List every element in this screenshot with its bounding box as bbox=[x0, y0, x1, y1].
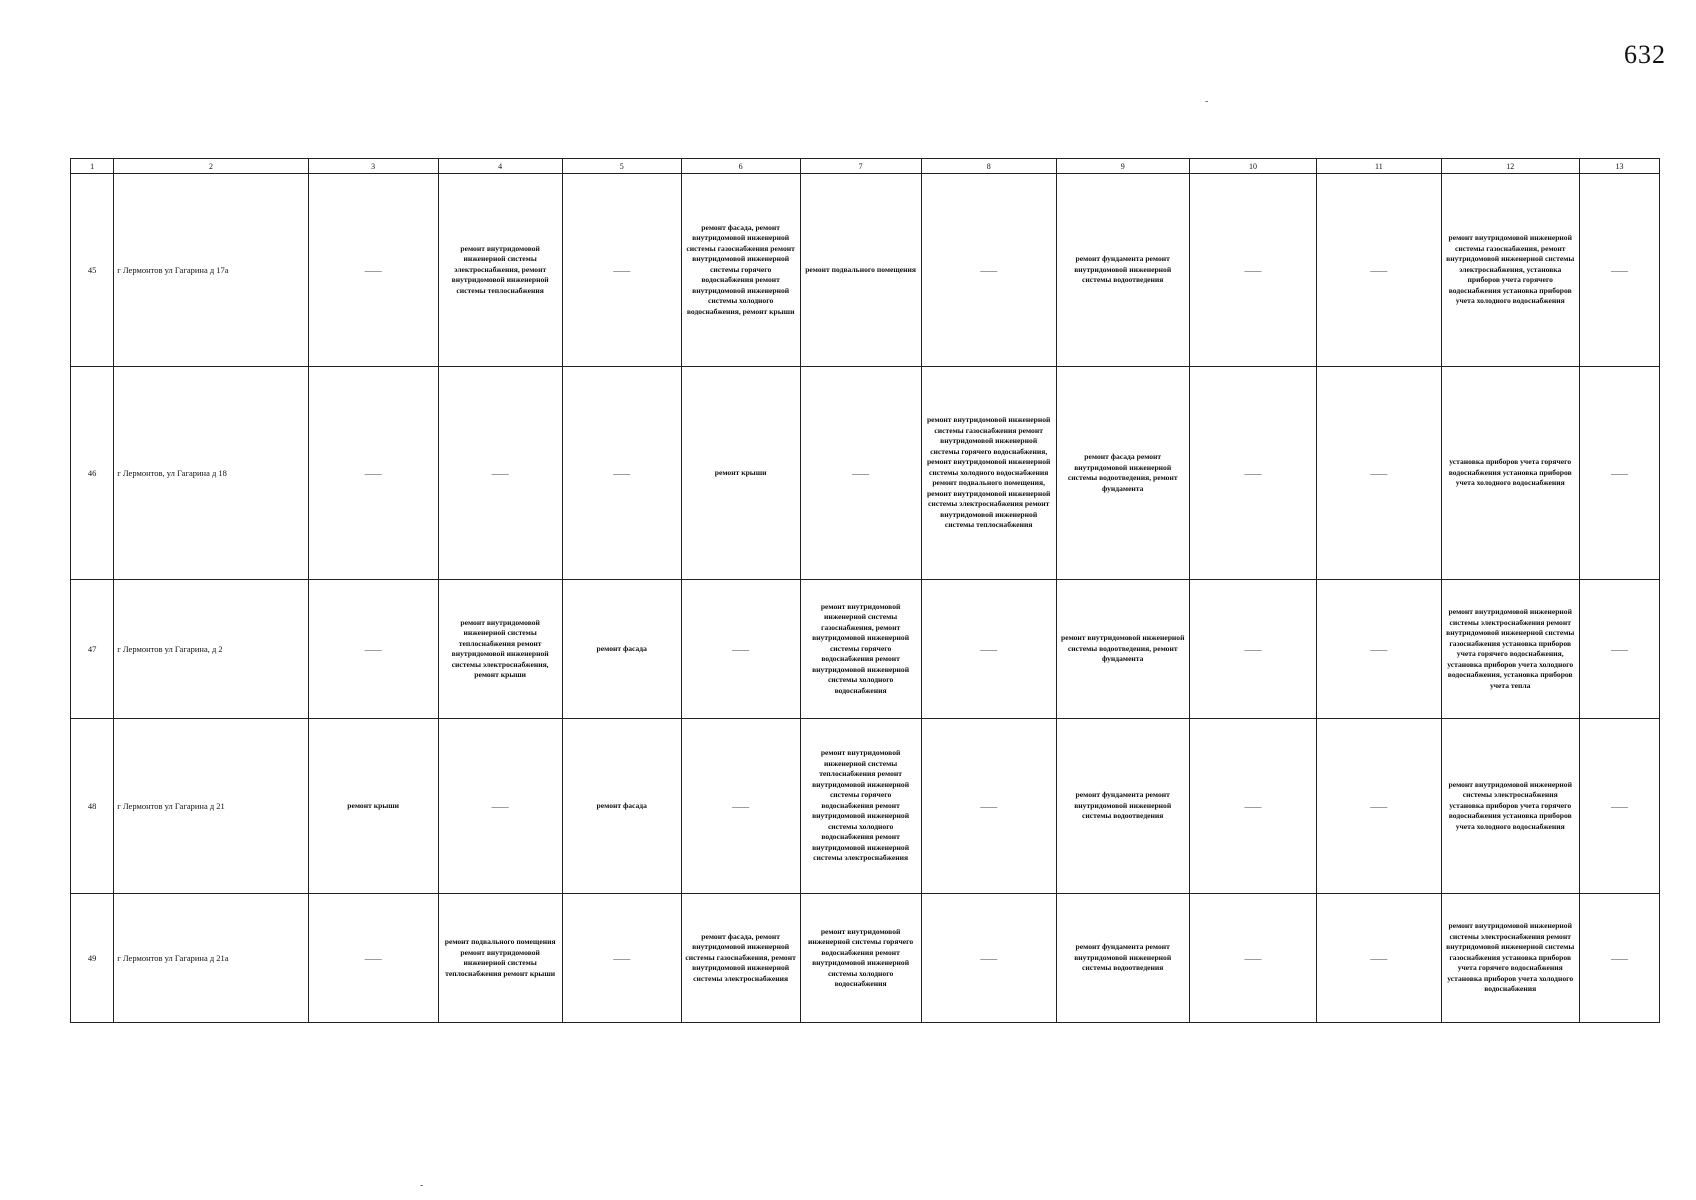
table-cell: —— bbox=[1579, 580, 1659, 719]
table-cell: —— bbox=[1189, 894, 1317, 1023]
table-cell: ремонт внутридомовой инженерной системы электроснабжения, ремонт внутридомовой инженерной системы теплоснабжения bbox=[438, 174, 562, 367]
table-cell: ремонт крыши bbox=[308, 719, 438, 894]
table-cell: ремонт внутридомовой инженерной системы газоснабжения, ремонт внутридомовой инженерной системы электроснабжения, установка приборов учета горячего водоснабжения установка приборов учета холодного водоснабжения bbox=[1441, 174, 1579, 367]
column-header: 7 bbox=[800, 159, 921, 174]
repair-schedule-table bbox=[70, 158, 1660, 1023]
row-number: 47 bbox=[71, 580, 114, 719]
column-header: 6 bbox=[681, 159, 800, 174]
table-cell: ремонт внутридомовой инженерной системы горячего водоснабжения ремонт внутридомовой инженерной системы холодного водоснабжения bbox=[800, 894, 921, 1023]
column-header: 12 bbox=[1441, 159, 1579, 174]
table-row bbox=[71, 894, 1660, 1023]
table-cell: —— bbox=[921, 719, 1056, 894]
table-cell: —— bbox=[800, 367, 921, 580]
address-cell: г Лермонтов, ул Гагарина д 18 bbox=[114, 367, 309, 580]
table-cell: ремонт крыши bbox=[681, 367, 800, 580]
table-cell: —— bbox=[1579, 174, 1659, 367]
table-cell: ремонт фундамента ремонт внутридомовой инженерной системы водоотведения bbox=[1056, 719, 1189, 894]
table-cell: ремонт подвального помещения bbox=[800, 174, 921, 367]
table-cell: —— bbox=[921, 894, 1056, 1023]
page-number: 632 bbox=[1624, 40, 1666, 69]
table-cell: —— bbox=[308, 894, 438, 1023]
column-header: 1 bbox=[71, 159, 114, 174]
table-row bbox=[71, 174, 1660, 367]
table-cell: —— bbox=[921, 580, 1056, 719]
scan-speck: - bbox=[1205, 96, 1209, 107]
column-header: 8 bbox=[921, 159, 1056, 174]
table-cell: —— bbox=[1317, 367, 1441, 580]
table-cell: ремонт внутридомовой инженерной системы водоотведения, ремонт фундамента bbox=[1056, 580, 1189, 719]
row-number: 48 bbox=[71, 719, 114, 894]
column-header: 5 bbox=[562, 159, 681, 174]
table-cell: ремонт фасада bbox=[562, 719, 681, 894]
table-cell: ремонт фасада, ремонт внутридомовой инженерной системы газоснабжения ремонт внутридомовой инженерной системы горячего водоснабжения ремонт внутридомовой инженерной системы холодного водоснабжения, ремонт крыши bbox=[681, 174, 800, 367]
column-header: 4 bbox=[438, 159, 562, 174]
table-cell: —— bbox=[1189, 174, 1317, 367]
table-cell: ремонт фасада ремонт внутридомовой инженерной системы водоотведения, ремонт фундамента bbox=[1056, 367, 1189, 580]
table-cell: —— bbox=[562, 367, 681, 580]
table-cell: ремонт фундамента ремонт внутридомовой инженерной системы водоотведения bbox=[1056, 174, 1189, 367]
column-header: 2 bbox=[114, 159, 309, 174]
table-cell: —— bbox=[681, 580, 800, 719]
table-cell: —— bbox=[681, 719, 800, 894]
table-cell: ремонт подвального помещения ремонт внутридомовой инженерной системы теплоснабжения ремонт крыши bbox=[438, 894, 562, 1023]
table-cell: —— bbox=[308, 580, 438, 719]
table-cell: —— bbox=[1579, 367, 1659, 580]
table-cell: ремонт внутридомовой инженерной системы теплоснабжения ремонт внутридомовой инженерной системы электроснабжения, ремонт крыши bbox=[438, 580, 562, 719]
row-number: 46 bbox=[71, 367, 114, 580]
address-cell: г Лермонтов ул Гагарина д 17а bbox=[114, 174, 309, 367]
table-cell: —— bbox=[1317, 894, 1441, 1023]
address-cell: г Лермонтов ул Гагарина, д 2 bbox=[114, 580, 309, 719]
table-row bbox=[71, 719, 1660, 894]
table-cell: ремонт фасада, ремонт внутридомовой инженерной системы газоснабжения, ремонт внутридомовой инженерной системы электроснабжения bbox=[681, 894, 800, 1023]
table-cell: —— bbox=[1317, 719, 1441, 894]
scan-speck: - bbox=[420, 1180, 424, 1191]
column-header: 11 bbox=[1317, 159, 1441, 174]
column-header: 13 bbox=[1579, 159, 1659, 174]
table-cell: ремонт фасада bbox=[562, 580, 681, 719]
table-row bbox=[71, 580, 1660, 719]
address-cell: г Лермонтов ул Гагарина д 21 bbox=[114, 719, 309, 894]
table-cell: —— bbox=[921, 174, 1056, 367]
table-cell: установка приборов учета горячего водоснабжения установка приборов учета холодного водоснабжения bbox=[1441, 367, 1579, 580]
table-cell: ремонт внутридомовой инженерной системы электроснабжения ремонт внутридомовой инженерной системы газоснабжения установка приборов учета горячего водоснабжения, установка приборов учета холодного водоснабжения, установка приборов учета тепла bbox=[1441, 580, 1579, 719]
table-cell: —— bbox=[308, 367, 438, 580]
column-number-row bbox=[71, 159, 1660, 174]
table-cell: ремонт внутридомовой инженерной системы электроснабжения ремонт внутридомовой инженерной системы газоснабжения установка приборов учета горячего водоснабжения установка приборов учета холодного водоснабжения bbox=[1441, 894, 1579, 1023]
table-cell: —— bbox=[562, 174, 681, 367]
table-cell: ремонт внутридомовой инженерной системы электроснабжения установка приборов учета горячего водоснабжения установка приборов учета холодного водоснабжения bbox=[1441, 719, 1579, 894]
table-cell: —— bbox=[308, 174, 438, 367]
table-cell: —— bbox=[1317, 174, 1441, 367]
row-number: 49 bbox=[71, 894, 114, 1023]
table-cell: ремонт внутридомовой инженерной системы газоснабжения ремонт внутридомовой инженерной системы горячего водоснабжения, ремонт внутридомовой инженерной системы холодного водоснабжения ремонт подвального помещения, ремонт внутридомовой инженерной системы электроснабжения ремонт внутридомовой инженерной системы теплоснабжения bbox=[921, 367, 1056, 580]
table-cell: ремонт внутридомовой инженерной системы газоснабжения, ремонт внутридомовой инженерной системы горячего водоснабжения ремонт внутридомовой инженерной системы холодного водоснабжения bbox=[800, 580, 921, 719]
table-cell: —— bbox=[1317, 580, 1441, 719]
table-cell: —— bbox=[1189, 719, 1317, 894]
column-header: 10 bbox=[1189, 159, 1317, 174]
table-cell: ремонт фундамента ремонт внутридомовой инженерной системы водоотведения bbox=[1056, 894, 1189, 1023]
table-cell: —— bbox=[1579, 719, 1659, 894]
table-cell: —— bbox=[562, 894, 681, 1023]
table-cell: —— bbox=[1579, 894, 1659, 1023]
row-number: 45 bbox=[71, 174, 114, 367]
table-cell: —— bbox=[1189, 367, 1317, 580]
column-header: 3 bbox=[308, 159, 438, 174]
address-cell: г Лермонтов ул Гагарина д 21а bbox=[114, 894, 309, 1023]
table-cell: —— bbox=[438, 719, 562, 894]
table-cell: —— bbox=[1189, 580, 1317, 719]
table-row bbox=[71, 367, 1660, 580]
table-cell: —— bbox=[438, 367, 562, 580]
table-cell: ремонт внутридомовой инженерной системы теплоснабжения ремонт внутридомовой инженерной системы горячего водоснабжения ремонт внутридомовой инженерной системы холодного водоснабжения ремонт внутридомовой инженерной системы электроснабжения bbox=[800, 719, 921, 894]
column-header: 9 bbox=[1056, 159, 1189, 174]
